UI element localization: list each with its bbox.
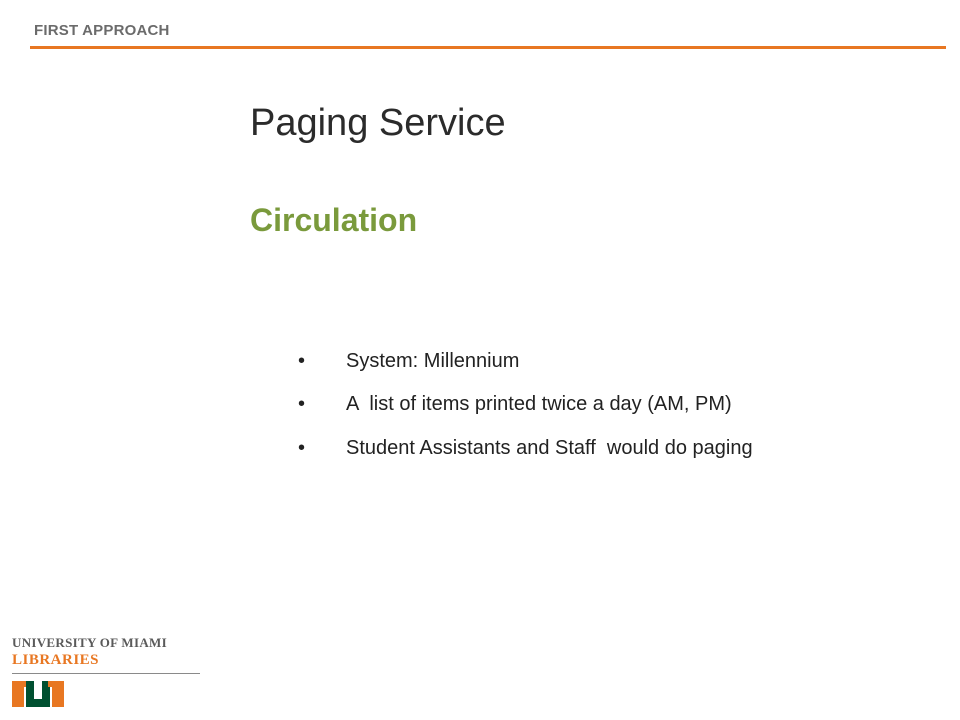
university-logo xyxy=(12,635,202,710)
bullet-text: Student Assistants and Staff would do paging xyxy=(346,436,753,459)
logo-divider xyxy=(12,673,200,674)
list-item xyxy=(298,394,753,416)
bullet-icon: • xyxy=(298,393,306,415)
list-item xyxy=(298,350,753,372)
slide-title: Paging Service xyxy=(250,102,506,144)
bullet-text: A list of items printed twice a day (AM, PM) xyxy=(346,393,732,415)
section-label: FIRST APPROACH xyxy=(34,22,170,39)
logo-libraries-name: LIBRARIES xyxy=(12,652,100,668)
university-u-logo-icon xyxy=(12,679,64,707)
logo-university-name: UNIVERSITY OF MIAMI xyxy=(12,635,167,650)
bullet-text: System: Millennium xyxy=(346,349,520,372)
bullet-icon: • xyxy=(298,436,306,459)
bullet-list xyxy=(298,350,753,481)
header-divider xyxy=(30,46,946,49)
slide-subtitle: Circulation xyxy=(250,202,418,238)
bullet-icon: • xyxy=(298,349,306,372)
list-item xyxy=(298,437,753,459)
